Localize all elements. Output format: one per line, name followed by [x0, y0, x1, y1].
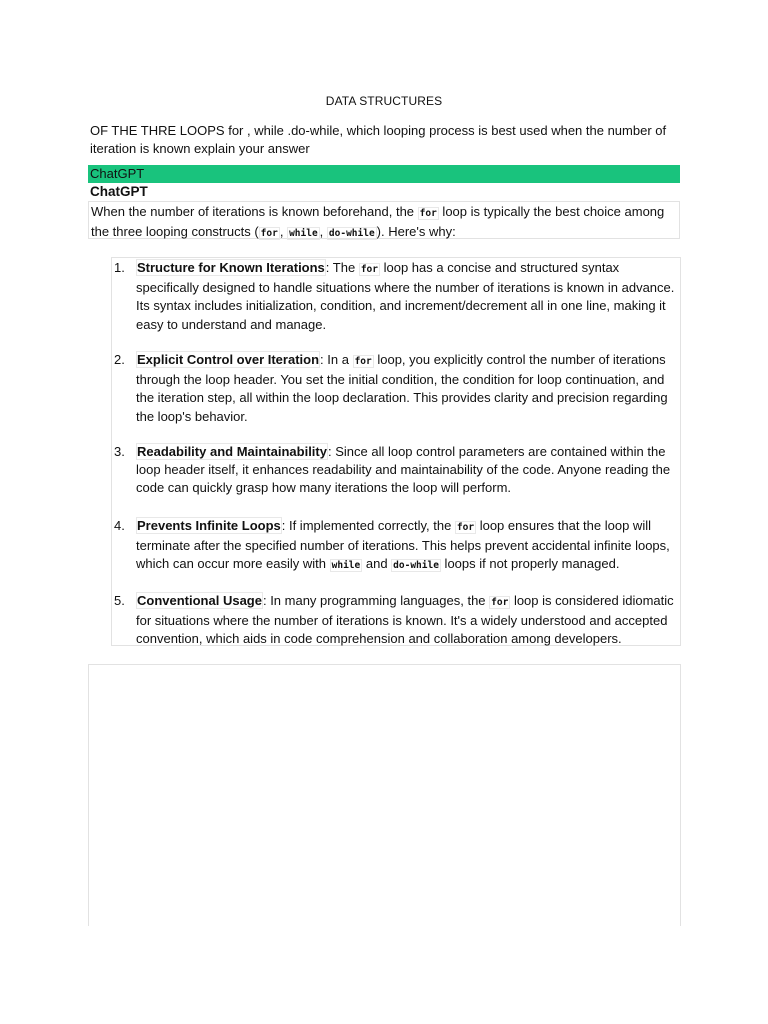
- code-for: for: [491, 597, 509, 608]
- intro-text: ). Here's why:: [376, 224, 456, 239]
- list-item-heading: Structure for Known Iterations: [137, 260, 325, 275]
- list-item-text: loop has a concise and structured syntax specifically designed to handle situations where the number of iterations is known in advance. Its syntax includes initialization, condition, and increment/decrement all in one line, making it easy to understand and manage.: [136, 260, 675, 332]
- code-do-while: do-while: [328, 228, 375, 239]
- intro-paragraph: [88, 201, 680, 239]
- reasons-list: [111, 257, 681, 646]
- list-item-text: : The: [325, 260, 359, 275]
- code-while: while: [289, 228, 318, 239]
- code-for: for: [360, 264, 378, 275]
- code-for: for: [260, 228, 278, 239]
- question-text: OF THE THRE LOOPS for , while .do-while, which looping process is best used when the number of iteration is known explain your answer: [90, 123, 667, 156]
- page-title: DATA STRUCTURES: [325, 94, 443, 108]
- code-for: for: [419, 208, 437, 219]
- list-number: 4.: [114, 518, 125, 533]
- chatgpt-highlight-bar: [88, 165, 680, 183]
- list-item-heading: Prevents Infinite Loops: [137, 518, 281, 533]
- code-while: while: [331, 560, 361, 572]
- list-item-text: : In a: [320, 352, 353, 367]
- list-item-text: loop ensures that the loop will terminate after the specified number of iterations. This helps prevent accidental infinite loops, which can occur more easily with: [136, 518, 670, 572]
- list-number: 3.: [114, 444, 125, 459]
- list-item-heading: Conventional Usage: [137, 593, 262, 608]
- list-item-text: : If implemented correctly, the: [281, 518, 455, 533]
- code-for: for: [354, 356, 372, 367]
- list-item-text: : Since all loop control parameters are contained within the loop header itself, it enhances readability and maintainability of the code. Anyone reading the code can quickly grasp how many iterations the loop will perform.: [136, 444, 671, 496]
- list-number: 1.: [114, 260, 125, 275]
- list-item-text: loop, you explicitly control the number of iterations through the loop header. You set the initial condition, the condition for loop continuation, and the iteration step, all within the loop declaration. This provides clarity and precision regarding the loop's behavior.: [136, 352, 668, 424]
- intro-separator: ,: [279, 224, 288, 239]
- intro-separator: ,: [319, 224, 327, 239]
- list-item-heading: Explicit Control over Iteration: [137, 352, 320, 367]
- list-item-heading: Readability and Maintainability: [137, 444, 327, 459]
- list-number: 2.: [114, 352, 125, 367]
- list-number: 5.: [114, 593, 125, 608]
- chatgpt-heading: ChatGPT: [90, 184, 148, 199]
- list-item-text: loops if not properly managed.: [440, 556, 620, 572]
- list-item-text: loop is considered idiomatic for situations where the number of iterations is known. It's a widely understood and accepted convention, which aids in code comprehension and collaboration among developers.: [136, 593, 674, 647]
- chatgpt-highlight-label: ChatGPT: [90, 166, 145, 181]
- empty-content-area: [88, 664, 681, 926]
- code-for: for: [456, 522, 475, 533]
- intro-text: When the number of iterations is known beforehand, the: [91, 204, 418, 219]
- list-item-text: : In many programming languages, the: [262, 593, 490, 608]
- code-do-while: do-while: [393, 560, 439, 572]
- intro-text: loop is typically the best choice among the three looping constructs (: [91, 204, 665, 239]
- list-item-text: and: [362, 556, 392, 572]
